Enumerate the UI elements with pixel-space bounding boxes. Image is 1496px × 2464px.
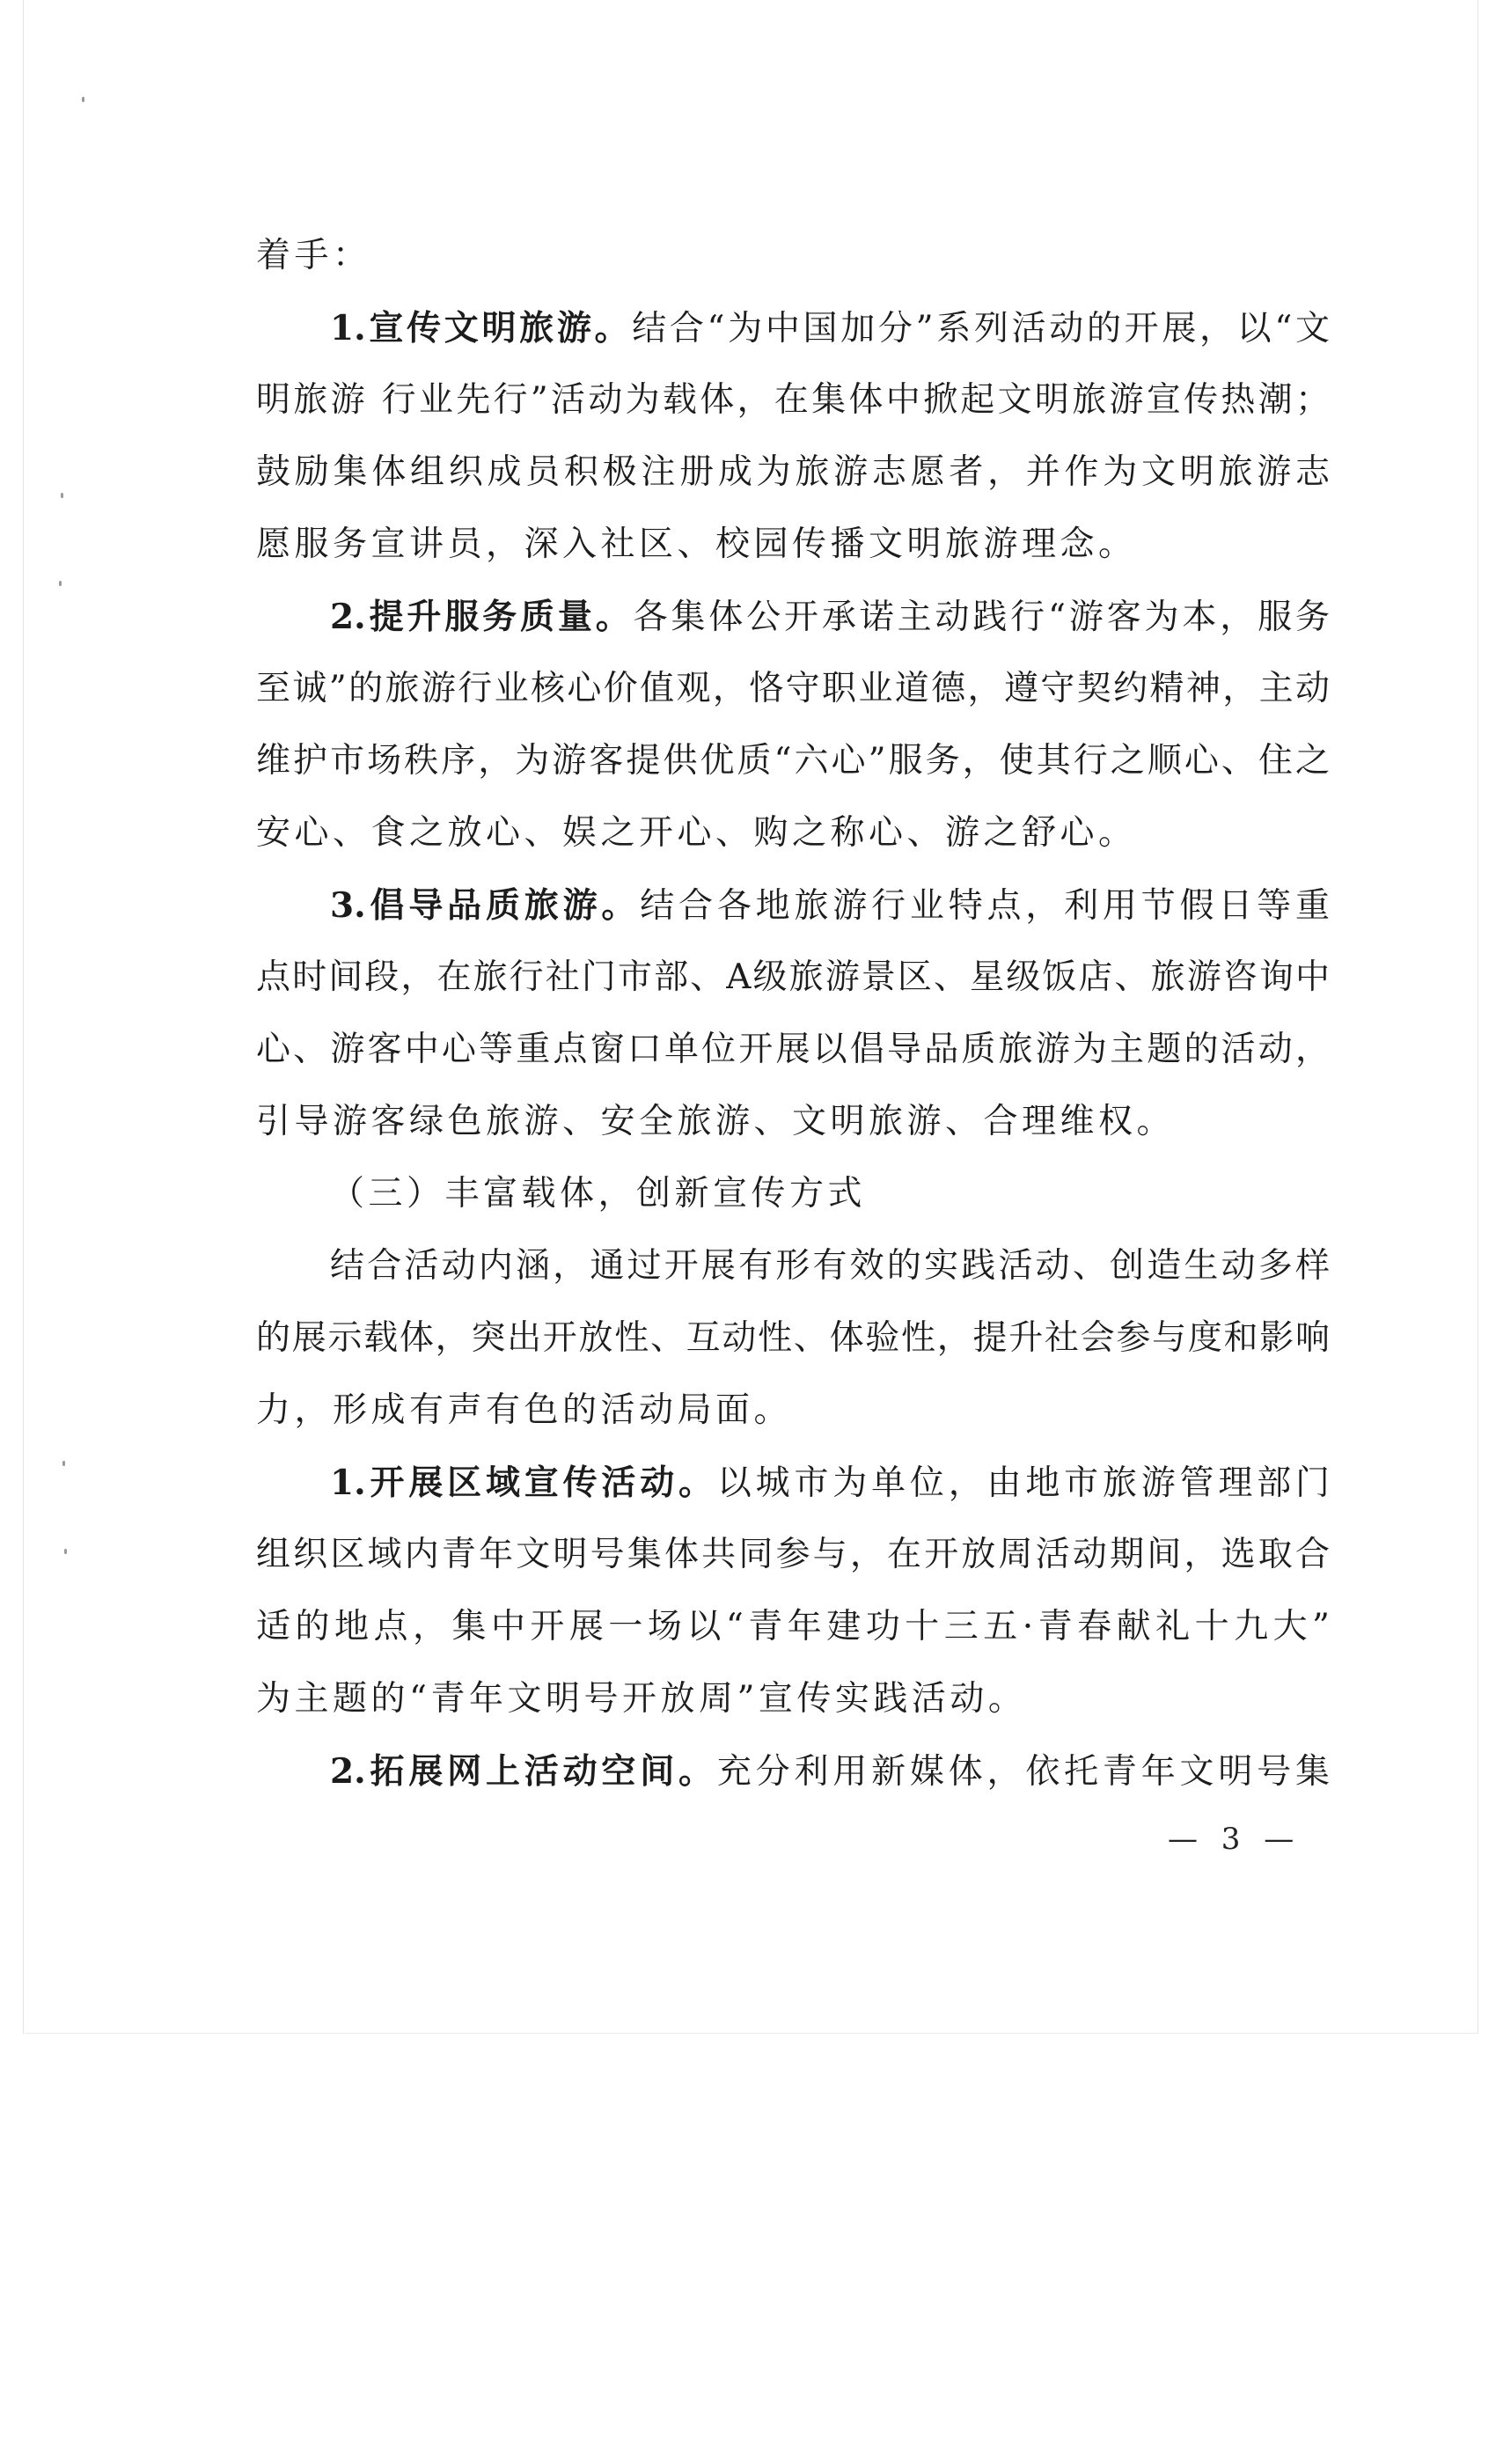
paragraph-line: 愿服务宣讲员，深入社区、校园传播文明旅游理念。 — [256, 524, 1137, 564]
item-heading-line: 1.开展区域宣传活动。以城市为单位，由地市旅游管理部门 — [330, 1463, 1330, 1503]
paragraph-line: 点时间段，在旅行社门市部、A级旅游景区、星级饭店、旅游咨询中 — [256, 957, 1330, 997]
paragraph-line: 适的地点，集中开展一场以“青年建功十三五·青春献礼十九大” — [256, 1607, 1330, 1646]
paragraph-line: 着手： — [256, 236, 371, 275]
paragraph-line: 鼓励集体组织成员积极注册成为旅游志愿者，并作为文明旅游志 — [256, 452, 1330, 492]
item-heading-line: 1.宣传文明旅游。结合“为中国加分”系列活动的开展，以“文 — [330, 308, 1330, 348]
paragraph-line: 心、游客中心等重点窗口单位开展以倡导品质旅游为主题的活动， — [256, 1030, 1330, 1069]
section-heading: （三）丰富载体，创新宣传方式 — [330, 1174, 867, 1214]
item-title: 1.开展区域宣传活动。 — [330, 1463, 717, 1503]
paragraph-line: 至诚”的旅游行业核心价值观，恪守职业道德，遵守契约精神，主动 — [256, 669, 1330, 708]
item-title: 2.拓展网上活动空间。 — [330, 1751, 717, 1792]
item-title: 3.倡导品质旅游。 — [330, 885, 641, 926]
paragraph-line: 安心、食之放心、娱之开心、购之称心、游之舒心。 — [256, 813, 1137, 853]
page-number: — 3 — — [1168, 1822, 1302, 1857]
paragraph-line: 维护市场秩序，为游客提供优质“六心”服务，使其行之顺心、住之 — [256, 741, 1330, 781]
item-heading-line: 2.提升服务质量。各集体公开承诺主动践行“游客为本，服务 — [330, 597, 1330, 637]
paragraph-line: 结合活动内涵，通过开展有形有效的实践活动、创造生动多样 — [330, 1246, 1330, 1286]
body-text — [256, 220, 1330, 1808]
paragraph-line: 引导游客绿色旅游、安全旅游、文明旅游、合理维权。 — [256, 1102, 1176, 1141]
paragraph-line: 明旅游 行业先行”活动为载体，在集体中掀起文明旅游宣传热潮； — [256, 380, 1330, 420]
paragraph-line: 为主题的“青年文明号开放周”宣传实践活动。 — [256, 1679, 1027, 1719]
scan-speck — [64, 1549, 67, 1554]
paragraph-line: 力，形成有声有色的活动局面。 — [256, 1390, 793, 1430]
item-title: 1.宣传文明旅游。 — [330, 308, 633, 348]
item-heading-line: 2.拓展网上活动空间。充分利用新媒体，依托青年文明号集 — [330, 1751, 1330, 1792]
paragraph-line: 组织区域内青年文明号集体共同参与，在开放周活动期间，选取合 — [256, 1535, 1330, 1574]
scan-speck — [61, 493, 63, 498]
scan-speck — [62, 1461, 65, 1466]
document-page — [23, 0, 1478, 2034]
item-heading-line: 3.倡导品质旅游。结合各地旅游行业特点，利用节假日等重 — [330, 885, 1330, 926]
paragraph-line: 的展示载体，突出开放性、互动性、体验性，提升社会参与度和影响 — [256, 1318, 1330, 1358]
item-title: 2.提升服务质量。 — [330, 597, 634, 637]
scan-speck — [82, 97, 84, 102]
scan-speck — [59, 581, 62, 586]
